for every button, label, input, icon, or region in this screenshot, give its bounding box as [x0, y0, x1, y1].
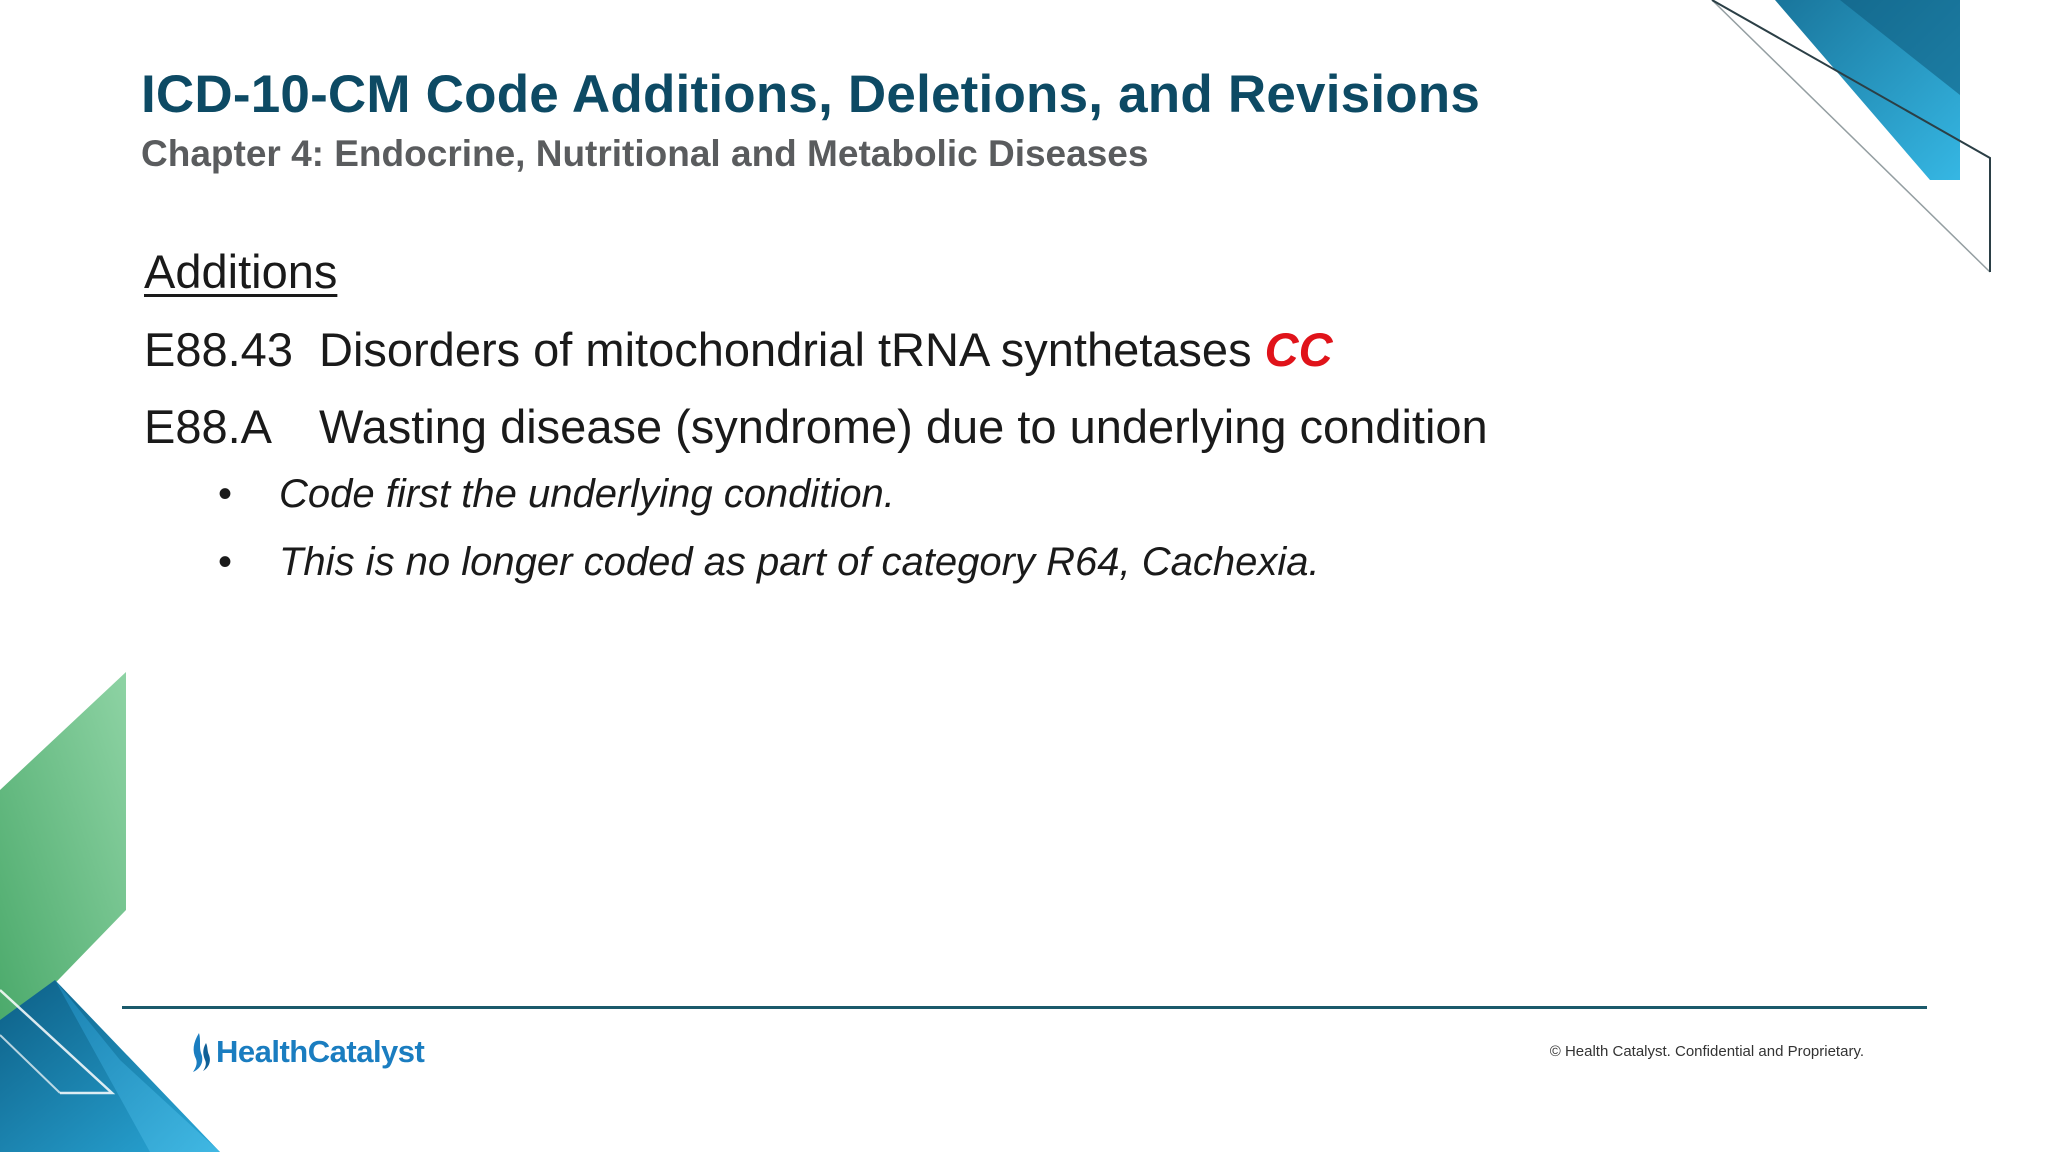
- copyright-notice: © Health Catalyst. Confidential and Proprietary.: [1549, 1043, 1864, 1060]
- logo-health-text: Health: [216, 1034, 308, 1069]
- code-description: [319, 322, 1333, 377]
- footer-divider: [122, 1006, 1927, 1009]
- note-text: Code first the underlying condition.: [279, 472, 895, 516]
- code-description: Wasting disease (syndrome) due to underlying condition: [319, 400, 1488, 453]
- code-description-text: Disorders of mitochondrial tRNA synthetases: [319, 323, 1252, 376]
- slide-subtitle: Chapter 4: Endocrine, Nutritional and Metabolic Diseases: [141, 133, 1149, 174]
- logo-wordmark: [216, 1034, 424, 1070]
- health-catalyst-logo: [190, 1030, 424, 1074]
- bullet-icon: •: [218, 540, 233, 584]
- slide-title: ICD-10-CM Code Additions, Deletions, and Revisions: [141, 65, 1481, 124]
- bullet-icon: •: [218, 472, 233, 516]
- cc-badge: CC: [1264, 323, 1333, 376]
- logo-catalyst-text: Catalyst: [307, 1034, 425, 1069]
- section-heading-additions: Additions: [144, 245, 338, 298]
- flame-logo-icon: [190, 1031, 212, 1073]
- green-chevron-decoration: [0, 672, 126, 1040]
- code-number: E88.A: [144, 400, 273, 453]
- code-number: E88.43: [144, 323, 293, 376]
- corner-ribbon-decoration: [1712, 0, 1990, 272]
- note-text: This is no longer coded as part of category R64, Cachexia.: [279, 540, 1320, 584]
